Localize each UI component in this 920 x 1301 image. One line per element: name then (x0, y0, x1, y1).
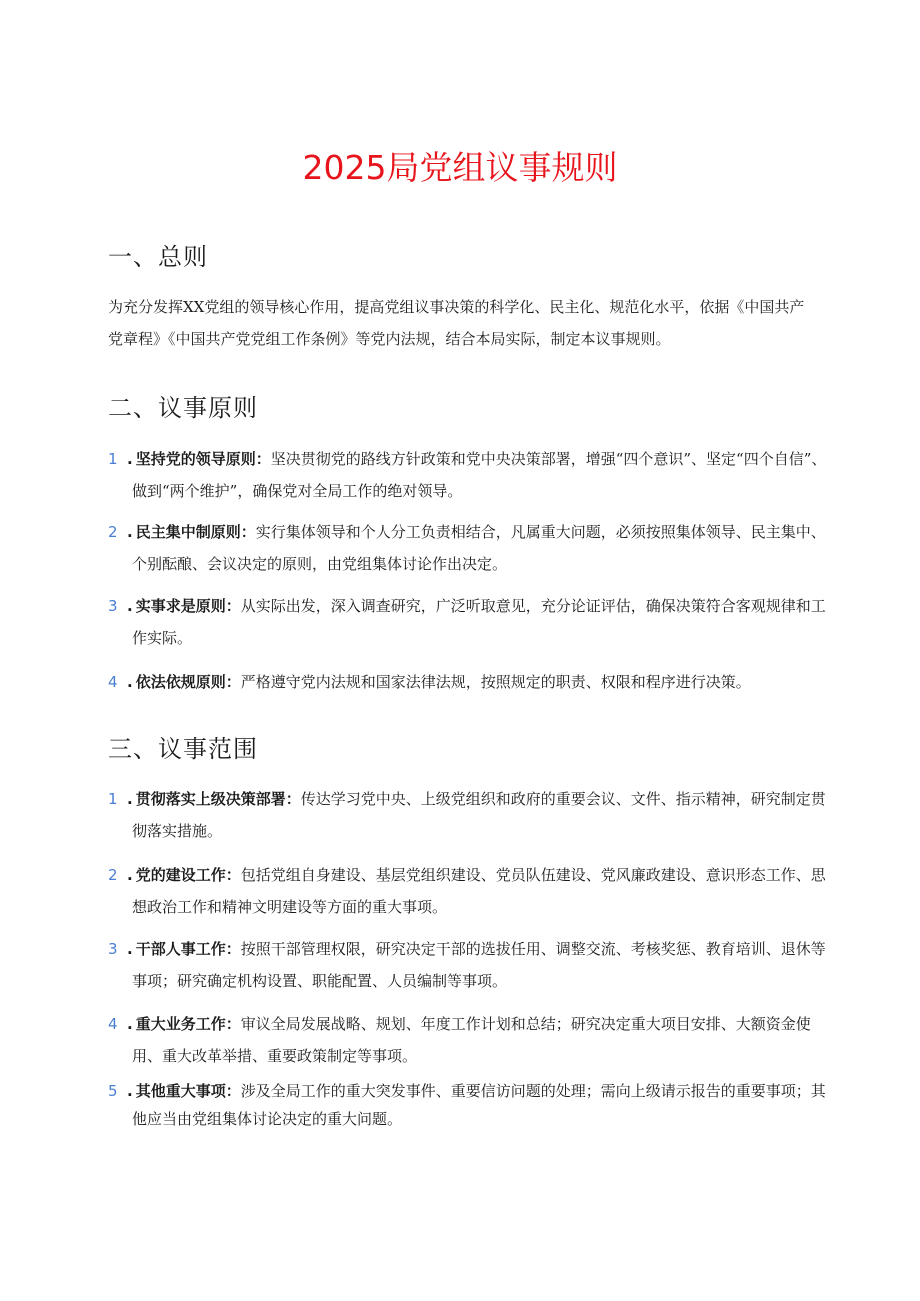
list-item: 5 . 其他重大事项：涉及全局工作的重大突发事件、重要信访问题的处理；需向上级请示报告的重要事项；其他应当由党组集体讨论决定的重大问题。 (108, 1077, 832, 1133)
list-item-lead: 贯彻落实上级决策部署： (135, 790, 301, 808)
list-item-text: 按照干部管理权限，研究决定干部的选拔任用、调整交流、考核奖惩、教育培训、退休等事项；研究确定机构设置、职能配置、人员编制等事项。 (132, 940, 826, 990)
list-item-number: 2 (108, 523, 118, 541)
list-item: 4 . 依法依规原则：严格遵守党内法规和国家法律法规，按照规定的职责、权限和程序进行决策。 (108, 666, 832, 698)
list-item: 3 . 干部人事工作：按照干部管理权限，研究决定干部的选拔任用、调整交流、考核奖惩、教育培训、退休等事项；研究确定机构设置、职能配置、人员编制等事项。 (108, 933, 832, 997)
list-item: 4 . 重大业务工作：审议全局发展战略、规划、年度工作计划和总结；研究决定重大项目安排、大额资金使用、重大改革举措、重要政策制定等事项。 (108, 1008, 832, 1072)
list-item-lead: 依法依规原则： (135, 673, 241, 691)
section-heading-general: 一、总则 (108, 243, 208, 271)
list-item: 1 . 坚持党的领导原则：坚决贯彻党的路线方针政策和党中央决策部署，增强“四个意识”、坚定“四个自信”、做到“两个维护”，确保党对全局工作的绝对领导。 (108, 443, 832, 507)
list-item-number: 2 (108, 866, 118, 884)
list-item-lead: 党的建设工作： (135, 866, 241, 884)
list-item-text: 传达学习党中央、上级党组织和政府的重要会议、文件、指示精神，研究制定贯彻落实措施。 (132, 790, 826, 840)
list-item-number: 3 (108, 597, 118, 615)
list-item: 1 . 贯彻落实上级决策部署：传达学习党中央、上级党组织和政府的重要会议、文件、指示精神，研究制定贯彻落实措施。 (108, 783, 832, 847)
list-item: 3 . 实事求是原则：从实际出发，深入调查研究，广泛听取意见，充分论证评估，确保决策符合客观规律和工作实际。 (108, 590, 832, 654)
list-item-number: 4 (108, 1015, 118, 1033)
list-item-lead: 民主集中制原则： (135, 523, 256, 541)
list-item-text: 坚决贯彻党的路线方针政策和党中央决策部署，增强“四个意识”、坚定“四个自信”、做到“两个维护”，确保党对全局工作的绝对领导。 (132, 450, 827, 500)
list-item-number: 4 (108, 673, 118, 691)
list-item-lead: 干部人事工作： (135, 940, 241, 958)
list-item-number: 3 (108, 940, 118, 958)
list-item-text: 包括党组自身建设、基层党组织建设、党员队伍建设、党风廉政建设、意识形态工作、思想政治工作和精神文明建设等方面的重大事项。 (132, 866, 826, 916)
list-item: 2 . 党的建设工作：包括党组自身建设、基层党组织建设、党员队伍建设、党风廉政建设、意识形态工作、思想政治工作和精神文明建设等方面的重大事项。 (108, 859, 832, 923)
list-item-text: 涉及全局工作的重大突发事件、重要信访问题的处理；需向上级请示报告的重要事项；其他应当由党组集体讨论决定的重大问题。 (132, 1082, 826, 1128)
list-item-number: 1 (108, 450, 118, 468)
list-item: 2 . 民主集中制原则：实行集体领导和个人分工负责相结合，凡属重大问题，必须按照集体领导、民主集中、个别酝酿、会议决定的原则，由党组集体讨论作出决定。 (108, 516, 832, 580)
list-item-lead: 坚持党的领导原则： (135, 450, 271, 468)
list-item-lead: 其他重大事项： (135, 1082, 241, 1100)
document-title: 2025局党组议事规则 (302, 148, 618, 187)
list-item-text: 实行集体领导和个人分工负责相结合，凡属重大问题，必须按照集体领导、民主集中、个别酝酿、会议决定的原则，由党组集体讨论作出决定。 (132, 523, 826, 573)
section-heading-principles: 二、议事原则 (108, 394, 258, 422)
list-item-text: 严格遵守党内法规和国家法律法规，按照规定的职责、权限和程序进行决策。 (240, 673, 751, 691)
list-item-number: 5 (108, 1082, 118, 1100)
general-paragraph: 为充分发挥XX党组的领导核心作用，提高党组议事决策的科学化、民主化、规范化水平，依据《中国共产党章程》《中国共产党党组工作条例》等党内法规，结合本局实际，制定本议事规则。 (108, 298, 805, 348)
list-item-lead: 实事求是原则： (135, 597, 241, 615)
list-item-text: 审议全局发展战略、规划、年度工作计划和总结；研究决定重大项目安排、大额资金使用、重大改革举措、重要政策制定等事项。 (132, 1015, 811, 1065)
list-item-number: 1 (108, 790, 118, 808)
section-heading-scope: 三、议事范围 (108, 735, 258, 763)
list-item-text: 从实际出发，深入调查研究，广泛听取意见，充分论证评估，确保决策符合客观规律和工作实际。 (132, 597, 826, 647)
list-item-lead: 重大业务工作： (135, 1015, 241, 1033)
